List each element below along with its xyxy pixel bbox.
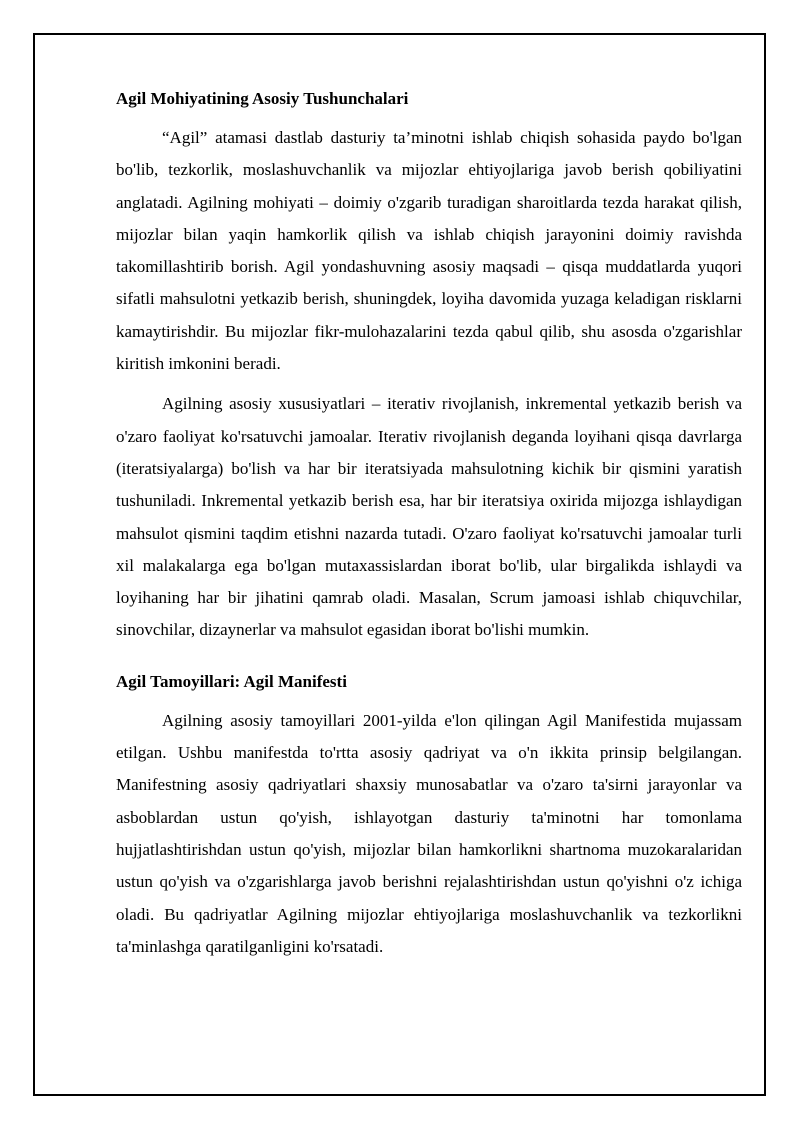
paragraph: “Agil” atamasi dastlab dasturiy ta’minotni ishlab chiqish sohasida paydo bo'lgan bo'lib, tezkorlik, moslashuvchanlik va mijozlar ehtiyojlariga javob berish qobiliyatini anglatadi. Agilning mohiyati – doimiy o'zgarib turadigan sharoitlarda tezda harakat qilish, mijozlar bilan yaqin hamkorlik qilish va ishlab chiqish jarayonini doimiy ravishda takomillashtirib borish. Agil yondashuvning asosiy maqsadi – qisqa muddatlarda yuqori sifatli mahsulotni yetkazib berish, shuningdek, loyiha davomida yuzaga keladigan risklarni kamaytirishdir. Bu mijozlar fikr-mulohazalarini tezda qabul qilib, shu asosda o'zgarishlar kiritish imkonini beradi.	[116, 128, 742, 374]
section-heading-agil-mohiyati: Agil Mohiyatining Asosiy Tushunchalari	[116, 89, 409, 108]
paragraph: Agilning asosiy xususiyatlari – iterativ rivojlanish, inkremental yetkazib berish va o'zaro faoliyat ko'rsatuvchi jamoalar. Iterativ rivojlanish deganda loyihani qisqa davrlarga (iteratsiyalarga) bo'lish va har bir iteratsiyada mahsulotning kichik bir qismini yaratish tushuniladi. Inkremental yetkazib berish esa, har bir iteratsiya oxirida mijozga ishlaydigan mahsulot qismini taqdim etishni nazarda tutadi. O'zaro faoliyat ko'rsatuvchi jamoalar turli xil malakalarga ega bo'lgan mutaxassislardan iborat bo'lib, ular birgalikda ishlaydi va loyihaning har bir jihatini qamrab oladi. Masalan, Scrum jamoasi ishlab chiquvchilar, sinovchilar, dizaynerlar va mahsulot egasidan iborat bo'lishi mumkin.	[116, 394, 742, 640]
paragraph: Agilning asosiy tamoyillari 2001-yilda e'lon qilingan Agil Manifestida mujassam etilgan. Ushbu manifestda to'rtta asosiy qadriyat va o'n ikkita prinsip belgilangan. Manifestning asosiy qadriyatlari shaxsiy munosabatlar va o'zaro ta'sirni jarayonlar va asboblardan ustun qo'yish, ishlayotgan dasturiy ta'minotni har tomonlama hujjatlashtirishdan ustun qo'yish, mijozlar bilan hamkorlikni shartnoma muzokaralaridan ustun qo'yish va o'zgarishlarga javob berishni rejalashtirishdan ustun qo'yishni o'z ichiga oladi. Bu qadriyatlar Agilning mijozlar ehtiyojlariga moslashuvchanlik va tezkorlikni ta'minlashga qaratilganligini ko'rsatadi.	[116, 710, 742, 956]
section-heading-agil-tamoyillari: Agil Tamoyillari: Agil Manifesti	[116, 671, 347, 691]
document-body	[116, 84, 742, 971]
